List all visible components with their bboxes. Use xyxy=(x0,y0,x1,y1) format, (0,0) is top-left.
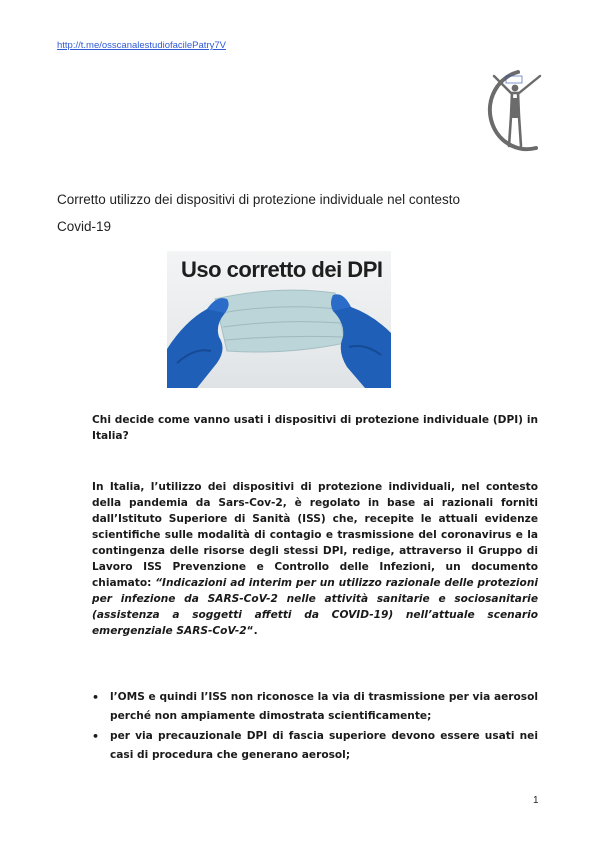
bullet-icon: • xyxy=(92,730,100,743)
hero-caption: Uso corretto dei DPI xyxy=(181,257,383,282)
list-item xyxy=(92,688,538,726)
page-number: 1 xyxy=(533,795,539,806)
document-title xyxy=(57,186,537,240)
body-lead: In Italia, l’utilizzo dei dispositivi di protezione individuali, nel contesto della pandemia da Sars-Cov-2, è regolato in base ai razionali forniti dall’Istituto Superiore di Sanità (ISS) che, recepite le attuali evidenze scientifiche sulle modalità di contagio e trasmissione del coronavirus e la contingenza delle risorse degli stessi DPI, redige, attraverso il Gruppo di Lavoro ISS Prevenzione e Controllo delle Infezioni, un documento chiamato: xyxy=(92,481,538,589)
vitruvian-figure-logo xyxy=(478,66,550,154)
question-heading: Chi decide come vanno usati i dispositivi di protezione individuale (DPI) in Italia? xyxy=(92,414,538,442)
list-item xyxy=(92,727,538,765)
header-link[interactable]: http://t.me/osscanalestudiofacilePatry7V xyxy=(57,40,226,51)
list-item-text: per via precauzionale DPI di fascia superiore devono essere usati nei casi di procedura che generano aerosol; xyxy=(110,730,538,761)
body-tail: “. xyxy=(246,625,258,637)
title-line-1: Corretto utilizzo dei dispositivi di protezione individuale nel contesto xyxy=(57,192,460,207)
referenced-document-title: “Indicazioni ad interim per un utilizzo razionale delle protezioni per infezione da SARS-CoV-2 nelle attività sanitarie e sociosanitarie (assistenza a soggetti affetti da COVID-19) nell’attuale scenario emergenziale SARS-CoV-2 xyxy=(92,577,538,637)
list-item-text: l’OMS e quindi l’ISS non riconosce la via di trasmissione per via aerosol perché non ampiamente dimostrata scientificamente; xyxy=(110,691,538,722)
title-line-2: Covid-19 xyxy=(57,219,112,234)
hero-image xyxy=(167,251,391,388)
bullet-list xyxy=(92,688,538,766)
bullet-icon: • xyxy=(92,691,100,704)
body-paragraph xyxy=(92,479,538,639)
